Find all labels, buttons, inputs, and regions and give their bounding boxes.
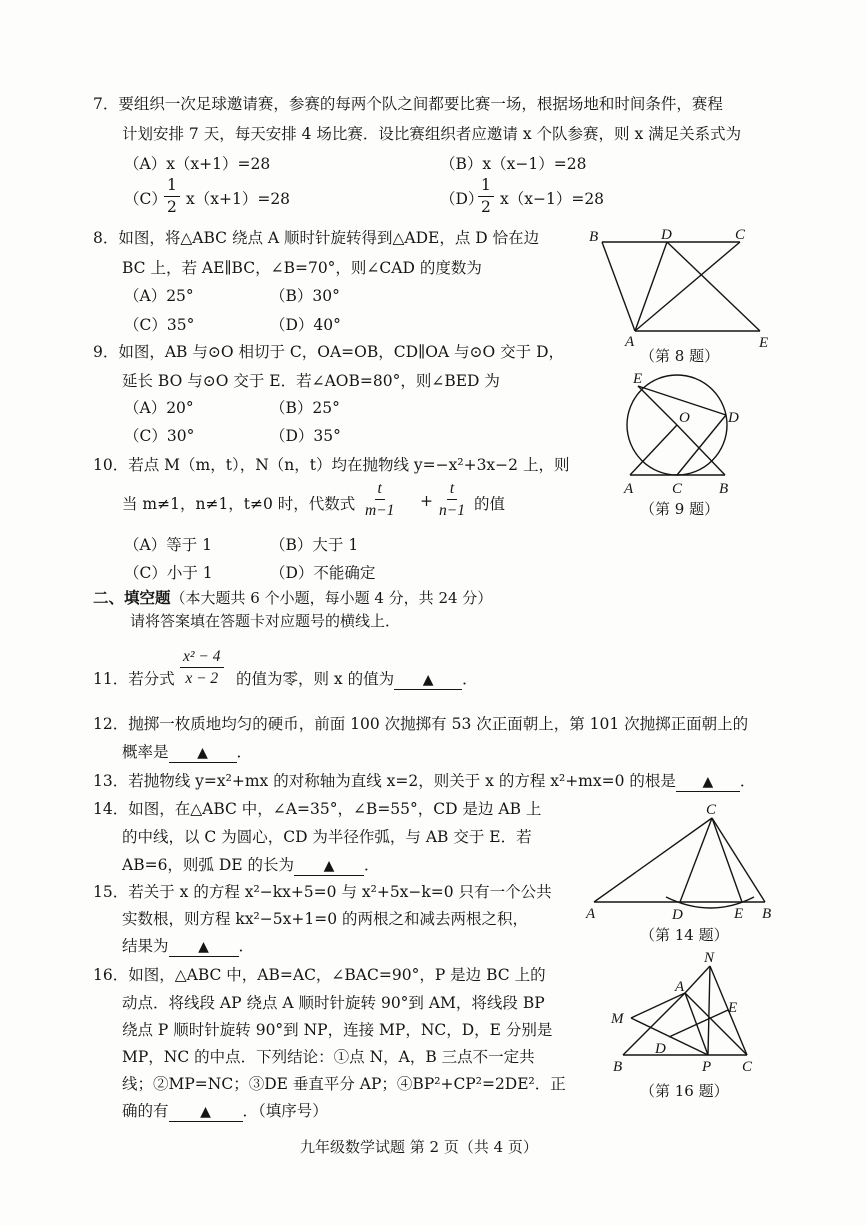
q8-line2: BC 上，若 AE∥BC，∠B=70°，则∠CAD 的度数为	[122, 259, 482, 277]
q7-option-a: （A）x（x+1）=28	[124, 155, 271, 173]
q9-option-a: （A）20°	[124, 399, 194, 417]
q8-caption: （第 8 题）	[640, 347, 720, 365]
q16-line6	[122, 1099, 328, 1122]
q10-line2-pre: 当 m≠1，n≠1，t≠0 时，代数式	[122, 495, 356, 513]
q16-answer-blank[interactable]	[169, 1102, 243, 1122]
q11-answer-blank[interactable]	[394, 670, 462, 690]
q10-line2-post: 的值	[474, 495, 506, 513]
q8-label-c: C	[735, 227, 746, 243]
q14-caption: （第 14 题）	[640, 926, 729, 944]
q16-line6-pre: 确的有	[122, 1102, 169, 1120]
q9-line2: 延长 BO 与⊙O 交于 E．若∠AOB=80°，则∠BED 为	[122, 372, 500, 390]
q11-post	[236, 667, 478, 690]
q7-option-c-rest: x（x+1）=28	[186, 190, 291, 208]
q12-answer-blank[interactable]	[169, 743, 237, 763]
q10-fraction-2	[436, 478, 468, 521]
q7-option-c-fraction	[164, 175, 180, 218]
q10-line1: 10．若点 M（m，t），N（n，t）均在抛物线 y=−x²+3x−2 上，则	[93, 456, 570, 474]
q9-label-d: D	[728, 410, 739, 426]
q15-line3-pre: 结果为	[122, 937, 169, 955]
q13-end: ．	[739, 772, 756, 790]
q14-label-c: C	[706, 802, 717, 818]
q16-line1: 16．如图，△ABC 中，AB=AC，∠BAC=90°，P 是边 BC 上的	[93, 966, 546, 984]
fraction-numerator: t	[447, 478, 457, 500]
q16-figure	[605, 950, 765, 1085]
q8-option-d: （D）40°	[270, 316, 341, 334]
q10-option-b: （B）大于 1	[270, 536, 359, 554]
q16-caption: （第 16 题）	[640, 1082, 729, 1100]
answer-triangle-icon: ▲	[323, 858, 335, 874]
q8-line1: 8．如图，将△ABC 绕点 A 顺时针旋转得到△ADE，点 D 恰在边	[93, 229, 540, 247]
q15-end: ．	[238, 937, 255, 955]
q16-line3: 绕点 P 顺时针旋转 90°到 NP，连接 MP，NC，D，E 分别是	[122, 1021, 553, 1039]
q14-end: ．	[364, 856, 380, 874]
q16-label-n: N	[704, 950, 715, 966]
q12-end: ．	[236, 743, 253, 761]
q9-label-c: C	[672, 481, 683, 497]
q8-label-a: A	[625, 334, 635, 350]
fraction-numerator: 1	[164, 175, 180, 197]
q14-label-e: E	[734, 906, 744, 922]
q16-label-p: P	[702, 1059, 712, 1075]
q8-option-b: （B）30°	[270, 287, 340, 305]
q9-line1: 9．如图，AB 与⊙O 相切于 C，OA=OB，CD∥OA 与⊙O 交于 D，	[93, 343, 565, 361]
q9-option-c: （C）30°	[124, 427, 195, 445]
q7-option-d-fraction	[478, 175, 494, 218]
q8-option-c: （C）35°	[124, 316, 195, 334]
fraction-denominator: x − 2	[185, 670, 219, 687]
q10-option-a: （A）等于 1	[124, 536, 212, 554]
answer-triangle-icon: ▲	[422, 672, 434, 688]
q15-answer-blank[interactable]	[169, 937, 239, 957]
q14-figure	[582, 800, 782, 925]
q13-pre: 13．若抛物线 y=x²+mx 的对称轴为直线 x=2，则关于 x 的方程 x²+mx=0 的根是	[93, 772, 676, 790]
q15-line2: 实数根，则方程 kx²−5x+1=0 的两根之和减去两根之积，	[122, 910, 528, 928]
q16-label-c: C	[742, 1059, 753, 1075]
q7-line1: 7．要组织一次足球邀请赛，参赛的每两个队之间都要比赛一场，根据场地和时间条件，赛程	[93, 95, 723, 113]
q9-option-d: （D）35°	[270, 427, 341, 445]
q16-line6-post: ．（填序号）	[242, 1102, 328, 1120]
q15-line1: 15．若关于 x 的方程 x²−kx+5=0 与 x²+5x−k=0 只有一个公共	[93, 883, 552, 901]
q11-end: ．	[462, 670, 478, 688]
q9-option-b: （B）25°	[270, 399, 340, 417]
section2-instruction: 请将答案填在答题卡对应题号的横线上．	[130, 612, 401, 630]
q8-figure	[585, 225, 785, 350]
q10-option-c: （C）小于 1	[124, 564, 213, 582]
q8-label-d: D	[661, 227, 672, 243]
q16-line5: 线；②MP=NC；③DE 垂直平分 AP；④BP²+CP²=2DE²．正	[122, 1075, 566, 1093]
section2-title: 二、填空题	[93, 588, 171, 607]
q8-label-b: B	[589, 229, 599, 245]
fraction-denominator: m−1	[365, 502, 395, 519]
fraction-numerator: x² − 4	[180, 646, 224, 668]
q14-answer-blank[interactable]	[294, 856, 364, 876]
q9-label-e: E	[633, 371, 643, 387]
q14-label-b: B	[762, 906, 772, 922]
q11-fraction	[180, 646, 224, 689]
answer-triangle-icon: ▲	[702, 774, 714, 790]
q14-label-a: A	[586, 906, 596, 922]
section2-detail: （本大题共 6 个小题，每小题 4 分，共 24 分）	[170, 589, 493, 607]
q16-line2: 动点．将线段 AP 绕点 A 顺时针旋转 90°到 AM，将线段 BP	[122, 994, 545, 1012]
fraction-denominator: n−1	[439, 502, 465, 519]
fraction-numerator: t	[375, 478, 385, 500]
fraction-numerator: 1	[478, 175, 494, 197]
q12-line1: 12．抛掷一枚质地均匀的硬币，前面 100 次抛掷有 53 次正面朝上，第 101 次抛掷正面朝上的	[93, 715, 749, 733]
q14-line2: 的中线，以 C 为圆心，CD 为半径作弧，与 AB 交于 E．若	[122, 828, 532, 846]
q9-label-b: B	[719, 481, 729, 497]
q7-option-b: （B）x（x−1）=28	[440, 155, 587, 173]
q13-line	[93, 769, 755, 792]
q16-label-a: A	[675, 979, 685, 995]
q16-line4: MP，NC 的中点．下列结论：①点 N，A，B 三点不一定共	[122, 1048, 535, 1066]
q12-line2-pre: 概率是	[122, 743, 169, 761]
answer-triangle-icon: ▲	[200, 1104, 211, 1120]
q8-option-a: （A）25°	[124, 287, 194, 305]
fraction-denominator: 2	[167, 198, 177, 216]
q16-label-m: M	[611, 1011, 624, 1027]
answer-triangle-icon: ▲	[197, 745, 208, 761]
q16-label-e: E	[728, 1000, 738, 1016]
q14-line3-pre: AB=6，则弧 DE 的长为	[122, 856, 295, 874]
q16-label-b: B	[613, 1059, 623, 1075]
q13-answer-blank[interactable]	[676, 772, 740, 792]
q9-label-o: O	[679, 410, 690, 426]
section2-header	[93, 586, 492, 608]
page-footer: 九年级数学试题 第 2 页（共 4 页）	[300, 1138, 538, 1156]
q7-option-d-label: （D）	[440, 190, 484, 208]
q14-label-d: D	[672, 907, 683, 923]
q14-line3	[122, 853, 380, 876]
fraction-denominator: 2	[481, 198, 491, 216]
q16-label-d: D	[655, 1041, 666, 1057]
q9-label-a: A	[624, 481, 634, 497]
q12-line2	[122, 740, 252, 763]
q15-line3	[122, 934, 254, 957]
q7-line2: 计划安排 7 天，每天安排 4 场比赛．设比赛组织者应邀请 x 个队参赛，则 x 满足关系式为	[122, 125, 742, 143]
q11-post-text: 的值为零，则 x 的值为	[236, 670, 395, 688]
q9-figure	[615, 365, 750, 500]
answer-triangle-icon: ▲	[198, 939, 209, 955]
q10-option-d: （D）不能确定	[270, 564, 376, 582]
q9-caption: （第 9 题）	[640, 500, 720, 518]
q7-option-c-label: （C）	[124, 190, 167, 208]
q11-pre: 11．若分式	[93, 670, 175, 688]
q7-option-d-rest: x（x−1）=28	[500, 190, 605, 208]
q8-label-e: E	[759, 335, 769, 351]
q10-fraction-1	[362, 478, 397, 521]
q14-line1: 14．如图，在△ABC 中，∠A=35°，∠B=55°，CD 是边 AB 上	[93, 800, 542, 818]
q10-plus: +	[420, 492, 433, 510]
